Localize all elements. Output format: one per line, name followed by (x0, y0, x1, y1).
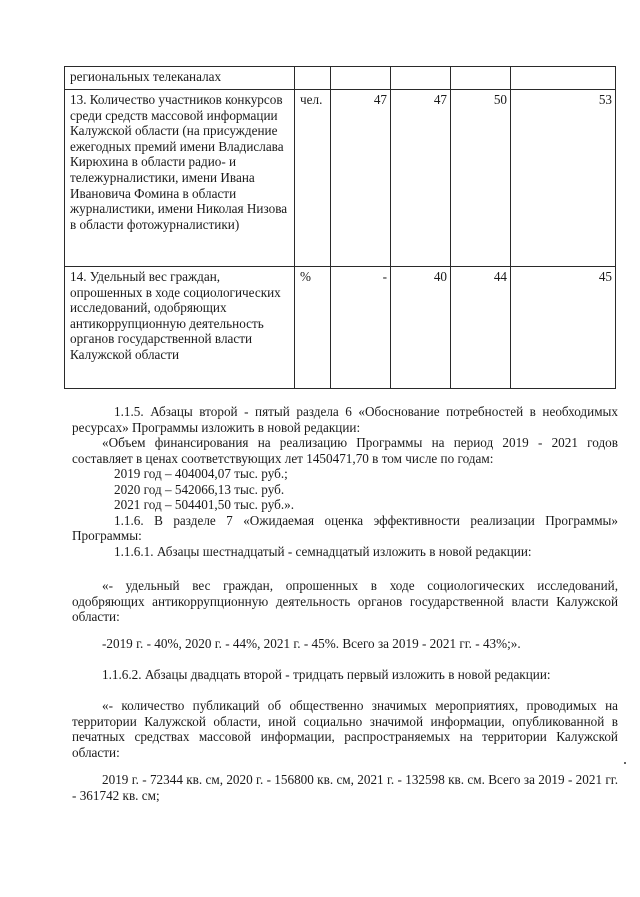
indicator-value: 47 (331, 90, 391, 267)
indicator-value (451, 67, 511, 90)
paragraph: 1.1.6.1. Абзацы шестнадцатый - семнадцатый изложить в новой редакции: (114, 543, 532, 559)
indicator-unit: % (295, 267, 331, 389)
section-1-1-5 (72, 404, 618, 559)
indicators-table (64, 66, 616, 389)
section-1-1-6-2 (72, 667, 618, 683)
indicator-value: 50 (451, 90, 511, 267)
quote-block-2 (72, 698, 618, 760)
indicator-value: 47 (391, 90, 451, 267)
paragraph: 1.1.6. В разделе 7 «Ожидаемая оценка эффективности реализации Программы» Программы: (72, 512, 618, 543)
paragraph: 2021 год – 504401,50 тыс. руб.». (114, 497, 295, 512)
indicator-value (511, 67, 616, 90)
indicator-value: 45 (511, 267, 616, 389)
paragraph: «Объем финансирования на реализацию Программы на период 2019 - 2021 годов составляет в ценах соответствующих лет 1450471,70 в том числе по годам: (72, 435, 618, 466)
quote-block-1 (72, 578, 618, 625)
indicator-unit: чел. (295, 90, 331, 267)
indicator-value: 40 (391, 267, 451, 389)
paragraph: 1.1.6.2. Абзацы двадцать второй - тридцать первый изложить в новой редакции: (102, 667, 551, 682)
indicator-name: 13. Количество участников конкурсов среди средств массовой информации Калужской области (на присуждение ежегодных премий имени Владислава Кирюхина в области радио- и тележурналистики, имени Ивана Ивановича Фомина в области журналистики, имени Николая Низова в области фотожурналистики) (65, 90, 295, 267)
quote-block-1-values (72, 636, 618, 652)
paragraph: «- количество публикаций об общественно значимых мероприятиях, проводимых на территории Калужской области, иной социально значимой информации, опубликованной в печатных средствах массовой информации, распространяемых на территории Калужской области: (72, 698, 618, 760)
scan-speck (624, 762, 626, 764)
quote-block-2-values (72, 772, 618, 803)
table-row (65, 90, 616, 267)
indicator-unit (295, 67, 331, 90)
table-row (65, 67, 616, 90)
indicator-name: 14. Удельный вес граждан, опрошенных в ходе социологических исследований, одобряющих антикоррупционную деятельность органов государственной власти Калужской области (65, 267, 295, 389)
indicator-name: региональных телеканалах (65, 67, 295, 90)
paragraph: 2019 год – 404004,07 тыс. руб.; (114, 466, 288, 481)
paragraph: 2019 г. - 72344 кв. см, 2020 г. - 156800 кв. см, 2021 г. - 132598 кв. см. Всего за 2019 - 2021 гг. - 361742 кв. см; (72, 772, 618, 803)
indicator-value (331, 67, 391, 90)
paragraph: -2019 г. - 40%, 2020 г. - 44%, 2021 г. - 45%. Всего за 2019 - 2021 гг. - 43%;». (102, 636, 521, 651)
paragraph: 1.1.5. Абзацы второй - пятый раздела 6 «Обоснование потребностей в необходимых ресурсах» Программы изложить в новой редакции: (72, 404, 618, 435)
table-row (65, 267, 616, 389)
indicator-value: - (331, 267, 391, 389)
indicator-value: 53 (511, 90, 616, 267)
paragraph: 2020 год – 542066,13 тыс. руб. (114, 481, 285, 497)
indicator-value: 44 (451, 267, 511, 389)
paragraph: «- удельный вес граждан, опрошенных в ходе социологических исследований, одобряющих антикоррупционную деятельность органов государственной власти Калужской области: (72, 578, 618, 624)
indicator-value (391, 67, 451, 90)
